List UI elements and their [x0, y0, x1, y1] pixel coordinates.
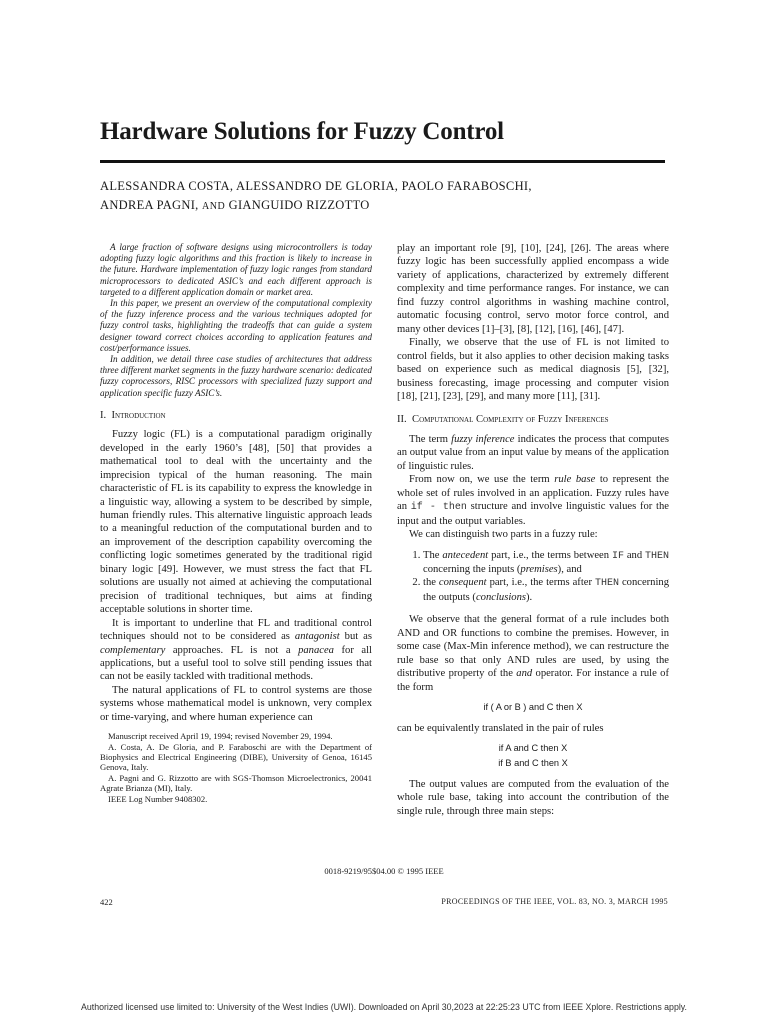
formula: if ( A or B ) and C then X — [483, 702, 583, 713]
body-paragraph: We observe that the general format of a rule includes both AND and OR functions to combine the premises. However, in some case (Max-Min inference method), we can restructure the rule base so that only AND rules are used, by using the distributive property of the and operator. For instance a rule of the form — [397, 614, 669, 693]
body-paragraph: The natural applications of FL to control systems are those systems whose mathematical model is unknown, very complex or time-varying, and where human experience can — [100, 684, 372, 723]
body-paragraph: It is important to underline that FL and traditional control techniques should not to be considered as antagonist but as complementary approaches. FL is not a panacea for all applications, but a useful tool to solve still pending issues that can not be easily tackled with traditional methods. — [100, 617, 372, 683]
section-title: Computational Complexity of Fuzzy Inferences — [412, 414, 609, 426]
body-paragraph: Fuzzy logic (FL) is a computational paradigm originally developed in the early 1960’s [48], [50] that provides a mathematical tool to deal with the uncertainty and the imprecision typical of the human reasoning. The main characteristic of FL is its capability to express the knowledge in a linguistic way, allowing a system to be described by simple, human friendly rules. This alternative linguistic approach leads to a meaningful reduction of the computational burden and to an improvement of the description capability overcoming the conflicting logic sometimes generated by the traditional rigid binary logic [49]. However, we must stress the fact that FL solutions are usually not aimed at achieving the computational precision of traditional techniques, but aims at finding acceptable solutions in shorter time. — [100, 429, 372, 616]
paper-title: Hardware Solutions for Fuzzy Control — [100, 118, 504, 145]
journal-citation: PROCEEDINGS OF THE IEEE, VOL. 83, NO. 3, MARCH 1995 — [441, 897, 668, 906]
body-paragraph: From now on, we use the term rule base to represent the whole set of rules involved in an application. Fuzzy rules have an if - then structure and involve linguistic values for the input and the output variables. — [397, 474, 669, 527]
body-paragraph: The term fuzzy inference indicates the process that computes an output value from an input value by means of the application of linguistic rules. — [397, 433, 670, 472]
page-number: 422 — [100, 897, 113, 907]
title-rule — [100, 160, 665, 163]
section-heading-introduction — [100, 409, 372, 422]
author-pagni: ANDREA PAGNI, — [100, 198, 199, 212]
authors-line-2 — [100, 196, 680, 216]
footnote: A. Costa, A. De Gloria, and P. Faraboschi are with the Department of Biophysics and Electrical Engineering (DIBE), University of Genoa, 16145 Genova, Italy. — [100, 741, 372, 773]
body-paragraph: play an important role [9], [10], [24], [26]. The areas where fuzzy logic has been successfully applied encompass a wide variety of applications, characterized by extremely different complexity and time performance ranges. For instance, we can find fuzzy control algorithms in washing machine control, automatic focusing control, servo motor force control, and many other devices [1]–[3], [8], [12], [16], [46], [47]. — [397, 243, 669, 335]
section-heading-computational-complexity — [397, 413, 669, 426]
right-column — [397, 242, 669, 818]
author-list — [100, 177, 680, 216]
footnote: Manuscript received April 19, 1994; revised November 29, 1994. — [108, 731, 333, 742]
author-rizzotto: GIANGUIDO RIZZOTTO — [228, 198, 370, 212]
body-paragraph: can be equivalently translated in the pair of rules — [397, 722, 604, 734]
license-notice: Authorized licensed use limited to: University of the West Indies (UWI). Downloaded on April 30,2023 at 22:25:23 UTC from IEEE Xplore. Restrictions apply. — [81, 1002, 687, 1012]
list-item: 1. The antecedent part, i.e., the terms between IF and THEN concerning the inputs (premises), and — [423, 549, 669, 577]
footnote: IEEE Log Number 9408302. — [108, 793, 208, 804]
abstract-paragraph: A large fraction of software designs using microcontrollers is today adopting fuzzy logic algorithms and this fraction is likely to increase in the future. Hardware implementation of fuzzy logic ranges from standard microprocessors to dedicated ASIC’s and each different approach is targeted to a different application domain or market area. — [100, 242, 372, 297]
rule-parts-list — [397, 549, 669, 605]
formula: if B and C then X — [498, 758, 568, 769]
section-number: I. — [100, 409, 107, 421]
footnotes — [100, 731, 372, 804]
copyright-notice: 0018-9219/95$04.00 © 1995 IEEE — [324, 866, 444, 876]
section-number: II. — [397, 414, 407, 426]
list-item: 2. the consequent part, i.e., the terms after THEN concerning the outputs (conclusions). — [423, 576, 669, 604]
footnote: A. Pagni and G. Rizzotto are with SGS-Thomson Microelectronics, 20041 Agrate Brianza (MI), Italy. — [100, 772, 372, 794]
section-title: Introduction — [111, 409, 166, 421]
authors-line-1: ALESSANDRA COSTA, ALESSANDRO DE GLORIA, PAOLO FARABOSCHI, — [100, 179, 532, 193]
abstract-paragraph: In this paper, we present an overview of the computational complexity of the fuzzy inference process and the various techniques adopted for fuzzy control tasks, highlighting the tradeoffs that can guide a system designer toward correct choices according to application features and cost/performance issues. — [100, 298, 372, 353]
abstract-paragraph: In addition, we detail three case studies of architectures that address three different market segments in the fuzzy hardware scenario: dedicated fuzzy coprocessors, RISC processors with specialized fuzzy support and application specific fuzzy ASIC’s. — [100, 354, 372, 398]
left-column — [100, 242, 372, 804]
body-paragraph: We can distinguish two parts in a fuzzy rule: — [409, 529, 598, 541]
body-paragraph: The output values are computed from the evaluation of the whole rule base, taking into account the contribution of the single rule, through three main steps: — [397, 778, 669, 817]
authors-and: AND — [202, 201, 226, 212]
formula: if A and C then X — [498, 742, 568, 753]
abstract — [100, 242, 372, 399]
body-paragraph: Finally, we observe that the use of FL is not limited to control fields, but it also applies to other decision making tasks based on experience such as medical diagnosis [5], [32], business forecasting, image processing and computer vision [18], [21], [23], [29], and many more [11], [31]. — [397, 337, 669, 402]
